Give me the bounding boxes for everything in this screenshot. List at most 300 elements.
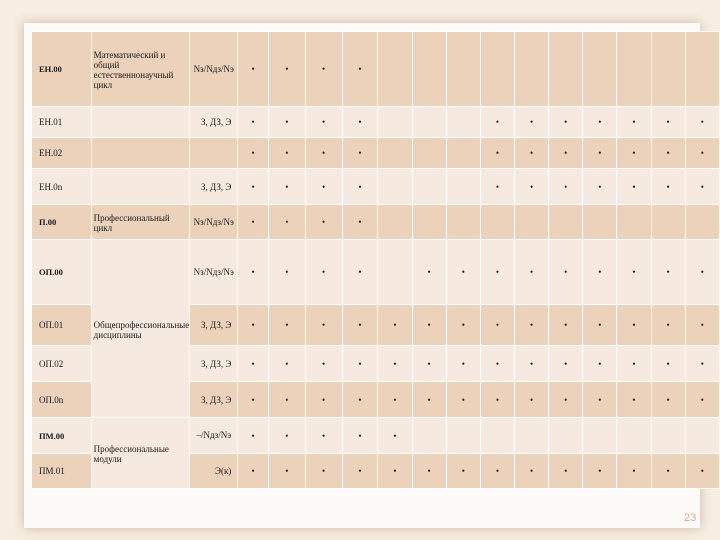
bullet-mark: • (666, 181, 670, 192)
mark-cell (549, 305, 583, 346)
mark-cell (238, 454, 269, 489)
row-name (91, 32, 190, 107)
mark-cell (412, 382, 446, 418)
bullet-mark: • (632, 320, 636, 330)
row-assessment-form: Nз/Nдз/Nэ (190, 205, 238, 240)
bullet-mark: • (285, 430, 289, 441)
mark-cell (268, 346, 305, 382)
mark-cell (238, 107, 269, 138)
mark-cell (651, 346, 685, 382)
mark-cell (342, 205, 378, 240)
mark-cell (514, 418, 548, 454)
mark-cell (514, 454, 548, 489)
row-code: ЕН.01 (32, 107, 92, 138)
mark-cell (651, 418, 685, 454)
mark-cell (412, 32, 446, 107)
bullet-mark: • (427, 466, 431, 476)
bullet-mark: • (285, 148, 289, 158)
row-assessment-form: Nз/Nдз/Nэ (190, 240, 238, 305)
bullet-mark: • (529, 148, 534, 158)
bullet-mark: • (598, 267, 602, 277)
bullet-mark: • (564, 394, 568, 405)
mark-cell (378, 107, 412, 138)
mark-cell (378, 240, 412, 305)
mark-cell (685, 454, 719, 489)
bullet-mark: • (666, 320, 670, 330)
mark-cell (412, 305, 446, 346)
bullet-mark: • (529, 267, 534, 277)
mark-cell (305, 32, 342, 107)
bullet-mark: • (285, 217, 289, 227)
mark-cell (268, 382, 305, 418)
mark-cell (378, 346, 412, 382)
mark-cell (305, 454, 342, 489)
bullet-mark: • (393, 394, 397, 405)
mark-cell (342, 382, 378, 418)
bullet-mark: • (358, 148, 362, 158)
row-name-text: Математический и общий естественнонаучный цикл (93, 50, 174, 90)
bullet-mark: • (393, 320, 397, 330)
mark-cell (268, 305, 305, 346)
bullet-mark: • (427, 358, 431, 369)
mark-cell (268, 418, 305, 454)
bullet-mark: • (251, 430, 255, 441)
mark-cell (305, 346, 342, 382)
mark-cell (238, 32, 269, 107)
bullet-mark: • (358, 267, 362, 277)
row-assessment-form: З, ДЗ, Э (190, 305, 238, 346)
bullet-mark: • (632, 267, 636, 277)
mark-cell (583, 32, 617, 107)
bullet-mark: • (393, 430, 397, 441)
mark-cell (549, 346, 583, 382)
mark-cell (268, 205, 305, 240)
bullet-mark: • (461, 320, 465, 330)
bullet-mark: • (461, 358, 465, 369)
mark-cell (342, 138, 378, 169)
table-row (32, 107, 720, 138)
mark-cell (685, 382, 719, 418)
row-code: П.00 (32, 205, 92, 240)
bullet-mark: • (358, 358, 362, 369)
mark-cell (238, 138, 269, 169)
mark-cell (514, 107, 548, 138)
bullet-mark: • (393, 358, 397, 369)
mark-cell (305, 382, 342, 418)
bullet-mark: • (495, 320, 499, 330)
bullet-mark: • (251, 117, 255, 127)
bullet-mark: • (700, 267, 704, 277)
row-code: ОП.0n (32, 382, 92, 418)
mark-cell (268, 169, 305, 205)
mark-cell (268, 32, 305, 107)
table-body (32, 32, 720, 489)
bullet-mark: • (598, 394, 602, 405)
bullet-mark: • (251, 217, 255, 227)
mark-cell (342, 32, 378, 107)
mark-cell (583, 169, 617, 205)
mark-cell (617, 205, 651, 240)
mark-cell (685, 138, 719, 169)
bullet-mark: • (700, 358, 704, 369)
mark-cell (514, 205, 548, 240)
bullet-mark: • (285, 181, 289, 192)
bullet-mark: • (564, 320, 568, 330)
mark-cell (446, 346, 480, 382)
row-assessment-form: З, ДЗ, Э (190, 169, 238, 205)
row-code: ОП.00 (32, 240, 92, 305)
bullet-mark: • (564, 466, 568, 476)
mark-cell (480, 454, 514, 489)
table-row (32, 32, 720, 107)
mark-cell (617, 169, 651, 205)
bullet-mark: • (461, 466, 465, 476)
mark-cell (412, 418, 446, 454)
mark-cell (617, 454, 651, 489)
bullet-mark: • (666, 148, 670, 158)
bullet-mark: • (251, 466, 255, 476)
bullet-mark: • (358, 117, 362, 127)
bullet-mark: • (285, 394, 289, 405)
bullet-mark: • (700, 148, 704, 158)
bullet-mark: • (358, 64, 362, 74)
bullet-mark: • (700, 394, 704, 405)
mark-cell (238, 382, 269, 418)
table-row (32, 169, 720, 205)
mark-cell (268, 240, 305, 305)
mark-cell (583, 305, 617, 346)
mark-cell (342, 305, 378, 346)
bullet-mark: • (358, 430, 362, 441)
mark-cell (651, 107, 685, 138)
row-assessment-form: З, ДЗ, Э (190, 346, 238, 382)
bullet-mark: • (285, 267, 289, 277)
bullet-mark: • (322, 181, 326, 192)
mark-cell (549, 240, 583, 305)
bullet-mark: • (285, 117, 289, 127)
bullet-mark: • (322, 267, 326, 277)
row-assessment-form: Nз/Nдз/Nэ (190, 32, 238, 107)
mark-cell (268, 454, 305, 489)
mark-cell (617, 418, 651, 454)
bullet-mark: • (358, 320, 362, 330)
mark-cell (549, 138, 583, 169)
mark-cell (651, 240, 685, 305)
mark-cell (514, 138, 548, 169)
page-number: 23 (684, 512, 697, 524)
bullet-mark: • (322, 64, 326, 74)
mark-cell (514, 169, 548, 205)
mark-cell (342, 346, 378, 382)
mark-cell (446, 169, 480, 205)
mark-cell (342, 454, 378, 489)
mark-cell (378, 205, 412, 240)
bullet-mark: • (427, 394, 431, 405)
mark-cell (583, 382, 617, 418)
mark-cell (446, 240, 480, 305)
bullet-mark: • (666, 267, 670, 277)
bullet-mark: • (598, 320, 602, 330)
mark-cell (480, 138, 514, 169)
mark-cell (446, 32, 480, 107)
mark-cell (446, 138, 480, 169)
curriculum-table (31, 31, 720, 489)
bullet-mark: • (700, 117, 704, 127)
mark-cell (480, 418, 514, 454)
mark-cell (617, 32, 651, 107)
mark-cell (238, 305, 269, 346)
mark-cell (549, 382, 583, 418)
bullet-mark: • (529, 117, 534, 127)
mark-cell (305, 107, 342, 138)
mark-cell (617, 107, 651, 138)
bullet-mark: • (495, 267, 499, 277)
mark-cell (583, 240, 617, 305)
mark-cell (617, 382, 651, 418)
row-code: ОП.02 (32, 346, 92, 382)
bullet-mark: • (529, 181, 534, 192)
bullet-mark: • (529, 394, 534, 405)
bullet-mark: • (495, 181, 499, 192)
mark-cell (480, 32, 514, 107)
bullet-mark: • (666, 358, 670, 369)
mark-cell (685, 169, 719, 205)
mark-cell (238, 418, 269, 454)
mark-cell (549, 454, 583, 489)
mark-cell (305, 169, 342, 205)
mark-cell (378, 169, 412, 205)
mark-cell (238, 346, 269, 382)
bullet-mark: • (251, 394, 255, 405)
mark-cell (480, 169, 514, 205)
row-code: ПМ.00 (32, 418, 92, 454)
mark-cell (583, 454, 617, 489)
table-row (32, 240, 720, 305)
mark-cell (480, 240, 514, 305)
bullet-mark: • (495, 394, 499, 405)
row-assessment-form (190, 138, 238, 169)
bullet-mark: • (358, 466, 362, 476)
bullet-mark: • (285, 64, 289, 74)
row-assessment-form: З, ДЗ, Э (190, 107, 238, 138)
mark-cell (514, 32, 548, 107)
bullet-mark: • (564, 267, 568, 277)
bullet-mark: • (322, 466, 326, 476)
mark-cell (685, 240, 719, 305)
mark-cell (446, 107, 480, 138)
mark-cell (549, 32, 583, 107)
row-name (91, 138, 190, 169)
mark-cell (617, 305, 651, 346)
mark-cell (342, 418, 378, 454)
mark-cell (549, 107, 583, 138)
mark-cell (685, 32, 719, 107)
bullet-mark: • (322, 320, 326, 330)
row-name (91, 169, 190, 205)
mark-cell (685, 305, 719, 346)
mark-cell (651, 382, 685, 418)
table-row (32, 205, 720, 240)
bullet-mark: • (393, 466, 397, 476)
mark-cell (651, 454, 685, 489)
mark-cell (651, 32, 685, 107)
bullet-mark: • (461, 267, 465, 277)
row-name-text: Общепрофессиональные дисциплины (93, 319, 190, 340)
mark-cell (651, 169, 685, 205)
mark-cell (549, 418, 583, 454)
mark-cell (685, 205, 719, 240)
bullet-mark: • (564, 117, 568, 127)
bullet-mark: • (495, 117, 499, 127)
mark-cell (412, 138, 446, 169)
bullet-mark: • (700, 466, 704, 476)
mark-cell (480, 205, 514, 240)
bullet-mark: • (564, 148, 568, 158)
mark-cell (305, 138, 342, 169)
bullet-mark: • (322, 394, 326, 405)
mark-cell (378, 418, 412, 454)
bullet-mark: • (598, 117, 602, 127)
mark-cell (617, 346, 651, 382)
bullet-mark: • (564, 358, 568, 369)
mark-cell (378, 305, 412, 346)
row-code: ЕН.00 (32, 32, 92, 107)
bullet-mark: • (598, 181, 602, 192)
bullet-mark: • (427, 320, 431, 330)
mark-cell (583, 346, 617, 382)
mark-cell (412, 107, 446, 138)
mark-cell (514, 240, 548, 305)
mark-cell (617, 240, 651, 305)
mark-cell (412, 205, 446, 240)
row-name (91, 205, 190, 240)
row-name (91, 240, 190, 418)
bullet-mark: • (598, 358, 602, 369)
bullet-mark: • (632, 181, 636, 192)
row-assessment-form: Э(к) (190, 454, 238, 489)
mark-cell (446, 454, 480, 489)
mark-cell (378, 454, 412, 489)
mark-cell (238, 169, 269, 205)
bullet-mark: • (632, 117, 636, 127)
mark-cell (583, 418, 617, 454)
bullet-mark: • (495, 148, 499, 158)
mark-cell (305, 240, 342, 305)
mark-cell (412, 169, 446, 205)
bullet-mark: • (598, 466, 602, 476)
bullet-mark: • (322, 117, 326, 127)
row-name-text: Профессиональный цикл (93, 213, 170, 233)
mark-cell (378, 382, 412, 418)
bullet-mark: • (251, 358, 255, 369)
mark-cell (583, 138, 617, 169)
mark-cell (480, 346, 514, 382)
mark-cell (514, 346, 548, 382)
mark-cell (651, 138, 685, 169)
bullet-mark: • (358, 181, 362, 192)
mark-cell (480, 382, 514, 418)
bullet-mark: • (495, 358, 499, 369)
bullet-mark: • (358, 394, 362, 405)
mark-cell (480, 305, 514, 346)
bullet-mark: • (251, 148, 255, 158)
mark-cell (549, 169, 583, 205)
mark-cell (480, 107, 514, 138)
mark-cell (685, 418, 719, 454)
bullet-mark: • (666, 394, 670, 405)
bullet-mark: • (666, 466, 670, 476)
bullet-mark: • (529, 466, 534, 476)
mark-cell (617, 138, 651, 169)
mark-cell (549, 205, 583, 240)
row-name (91, 107, 190, 138)
mark-cell (378, 138, 412, 169)
bullet-mark: • (427, 267, 431, 277)
mark-cell (651, 305, 685, 346)
row-assessment-form: З, ДЗ, Э (190, 382, 238, 418)
row-code: ОП.01 (32, 305, 92, 346)
bullet-mark: • (632, 466, 636, 476)
bullet-mark: • (461, 394, 465, 405)
mark-cell (342, 240, 378, 305)
mark-cell (583, 205, 617, 240)
bullet-mark: • (700, 181, 704, 192)
bullet-mark: • (632, 358, 636, 369)
mark-cell (238, 205, 269, 240)
mark-cell (268, 107, 305, 138)
row-code: ЕН.02 (32, 138, 92, 169)
bullet-mark: • (285, 320, 289, 330)
row-code: ПМ.01 (32, 454, 92, 489)
mark-cell (305, 418, 342, 454)
mark-cell (305, 205, 342, 240)
row-code: ЕН.0n (32, 169, 92, 205)
bullet-mark: • (251, 320, 255, 330)
mark-cell (412, 454, 446, 489)
mark-cell (685, 107, 719, 138)
bullet-mark: • (529, 358, 534, 369)
row-assessment-form: –/Nдз/Nэ (190, 418, 238, 454)
mark-cell (514, 305, 548, 346)
bullet-mark: • (285, 358, 289, 369)
row-name-text: Профессиональные модули (93, 444, 169, 464)
bullet-mark: • (700, 320, 704, 330)
bullet-mark: • (358, 217, 362, 227)
bullet-mark: • (598, 148, 602, 158)
table-row (32, 138, 720, 169)
mark-cell (378, 32, 412, 107)
mark-cell (446, 205, 480, 240)
mark-cell (446, 382, 480, 418)
mark-cell (342, 107, 378, 138)
mark-cell (305, 305, 342, 346)
mark-cell (514, 382, 548, 418)
bullet-mark: • (322, 358, 326, 369)
table-row (32, 418, 720, 454)
mark-cell (238, 240, 269, 305)
mark-cell (651, 205, 685, 240)
mark-cell (342, 169, 378, 205)
bullet-mark: • (251, 181, 255, 192)
bullet-mark: • (632, 394, 636, 405)
row-name (91, 418, 190, 489)
bullet-mark: • (322, 217, 326, 227)
bullet-mark: • (251, 267, 255, 277)
bullet-mark: • (529, 320, 534, 330)
mark-cell (412, 240, 446, 305)
mark-cell (268, 138, 305, 169)
bullet-mark: • (285, 466, 289, 476)
